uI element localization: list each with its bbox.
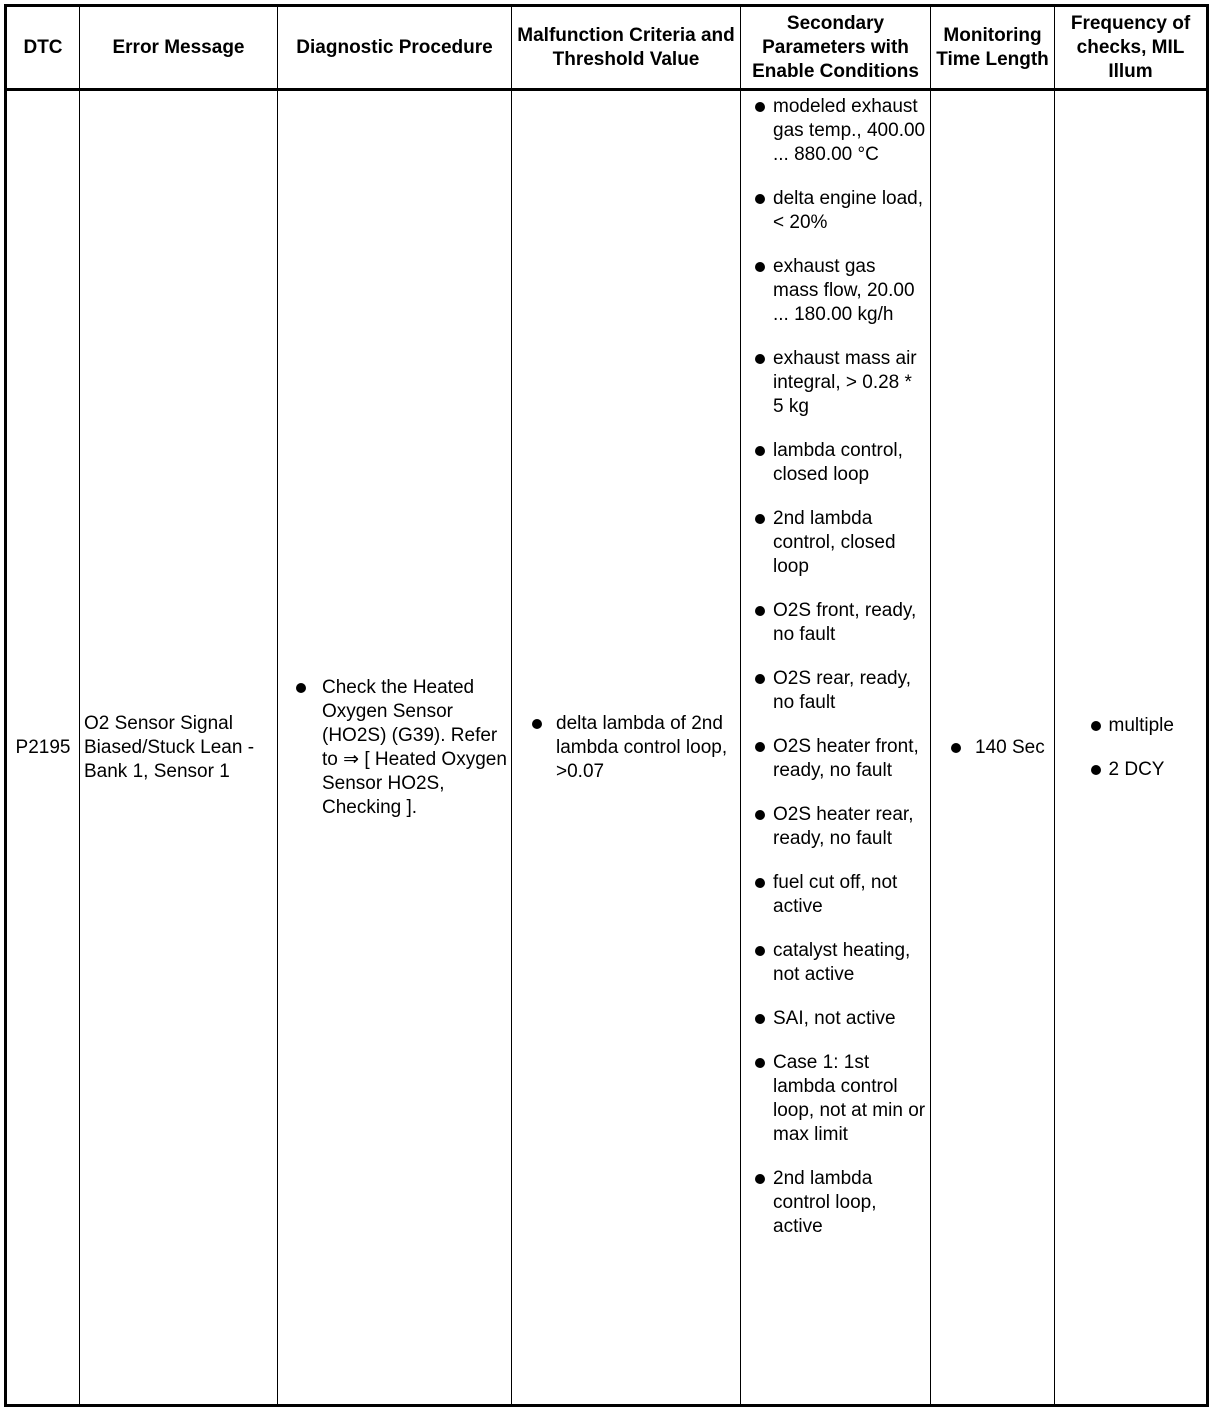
header-malfunction-criteria: Malfunction Criteria and Threshold Value <box>512 6 741 90</box>
header-error-message: Error Message <box>80 6 278 90</box>
list-item-text: O2S heater front, ready, no fault <box>773 736 919 781</box>
list-item-text: SAI, not active <box>773 1008 896 1029</box>
list-item <box>745 439 926 487</box>
list-item <box>745 187 926 235</box>
list-item <box>745 255 926 327</box>
header-frequency: Frequency of checks, MIL Illum <box>1055 6 1208 90</box>
cell-secondary-parameters <box>741 90 931 1406</box>
list-item <box>745 803 926 851</box>
list-item-text: 140 Sec <box>975 736 1045 758</box>
bullet-icon <box>755 1058 765 1068</box>
bullet-icon <box>755 194 765 204</box>
criteria-list <box>516 712 736 784</box>
bullet-icon <box>755 446 765 456</box>
header-row <box>6 6 1208 90</box>
list-item <box>745 871 926 919</box>
list-item-text: Case 1: 1st lambda control loop, not at min or max limit <box>773 1052 926 1145</box>
list-item-text: 2nd lambda control loop, active <box>773 1168 877 1237</box>
bullet-icon <box>755 810 765 820</box>
list-item <box>745 667 926 715</box>
list-item <box>745 507 926 579</box>
secondary-parameters-list <box>745 95 926 1239</box>
cell-malfunction-criteria <box>512 90 741 1406</box>
list-item <box>745 939 926 987</box>
table-header <box>6 6 1208 90</box>
bullet-icon <box>755 354 765 364</box>
cell-frequency <box>1055 90 1208 1406</box>
list-item <box>745 1167 926 1239</box>
header-secondary-parameters: Secondary Parameters with Enable Conditions <box>741 6 931 90</box>
list-item-text: lambda control, closed loop <box>773 440 903 485</box>
list-item <box>282 676 507 820</box>
list-item-text: catalyst heating, not active <box>773 940 911 985</box>
list-item-text: multiple <box>1108 714 1174 736</box>
list-item <box>745 1051 926 1147</box>
list-item <box>1081 758 1181 782</box>
bullet-icon <box>755 102 765 112</box>
list-item <box>745 347 926 419</box>
bullet-icon <box>755 262 765 272</box>
cell-dtc: P2195 <box>6 90 80 1406</box>
bullet-icon <box>755 1014 765 1024</box>
bullet-icon <box>755 606 765 616</box>
header-monitoring-time: Monitoring Time Length <box>931 6 1055 90</box>
header-dtc: DTC <box>6 6 80 90</box>
dtc-table <box>4 4 1209 1407</box>
list-item-text: O2S rear, ready, no fault <box>773 668 911 713</box>
list-item <box>935 736 1050 760</box>
bullet-icon <box>755 946 765 956</box>
monitoring-time-list <box>935 736 1050 760</box>
list-item <box>1081 714 1181 738</box>
list-item-text: O2S front, ready, no fault <box>773 600 917 645</box>
list-item-text: fuel cut off, not active <box>773 872 898 917</box>
header-diagnostic-procedure: Diagnostic Procedure <box>278 6 512 90</box>
frequency-list <box>1081 714 1181 782</box>
cell-monitoring-time <box>931 90 1055 1406</box>
procedure-list <box>282 676 507 820</box>
list-item <box>745 1007 926 1031</box>
bullet-icon <box>951 743 961 753</box>
bullet-icon <box>755 878 765 888</box>
list-item-text: exhaust mass air integral, > 0.28 * 5 kg <box>773 348 917 417</box>
list-item <box>745 735 926 783</box>
table-body <box>6 90 1208 1406</box>
cell-error-message: O2 Sensor Signal Biased/Stuck Lean - Bank 1, Sensor 1 <box>80 90 278 1406</box>
list-item-text: 2nd lambda control, closed loop <box>773 508 896 577</box>
list-item <box>745 95 926 167</box>
list-item-text: 2 DCY <box>1108 758 1165 780</box>
bullet-icon <box>532 719 542 729</box>
list-item-text: Check the Heated Oxygen Sensor (HO2S) (G39). Refer to ⇒ [ Heated Oxygen Sensor HO2S, Checking ]. <box>322 676 507 818</box>
list-item-text: exhaust gas mass flow, 20.00 ... 180.00 kg/h <box>773 256 915 325</box>
bullet-icon <box>755 742 765 752</box>
bullet-icon <box>1091 765 1101 775</box>
list-item-text: delta lambda of 2nd lambda control loop, >0.07 <box>556 712 728 782</box>
list-item <box>516 712 736 784</box>
bullet-icon <box>1091 721 1101 731</box>
cell-diagnostic-procedure <box>278 90 512 1406</box>
list-item-text: modeled exhaust gas temp., 400.00 ... 880.00 °C <box>773 96 926 165</box>
table-row <box>6 90 1208 1406</box>
bullet-icon <box>755 674 765 684</box>
list-item-text: O2S heater rear, ready, no fault <box>773 804 914 849</box>
bullet-icon <box>755 514 765 524</box>
bullet-icon <box>755 1174 765 1184</box>
bullet-icon <box>296 683 306 693</box>
list-item <box>745 599 926 647</box>
list-item-text: delta engine load, < 20% <box>773 188 924 233</box>
